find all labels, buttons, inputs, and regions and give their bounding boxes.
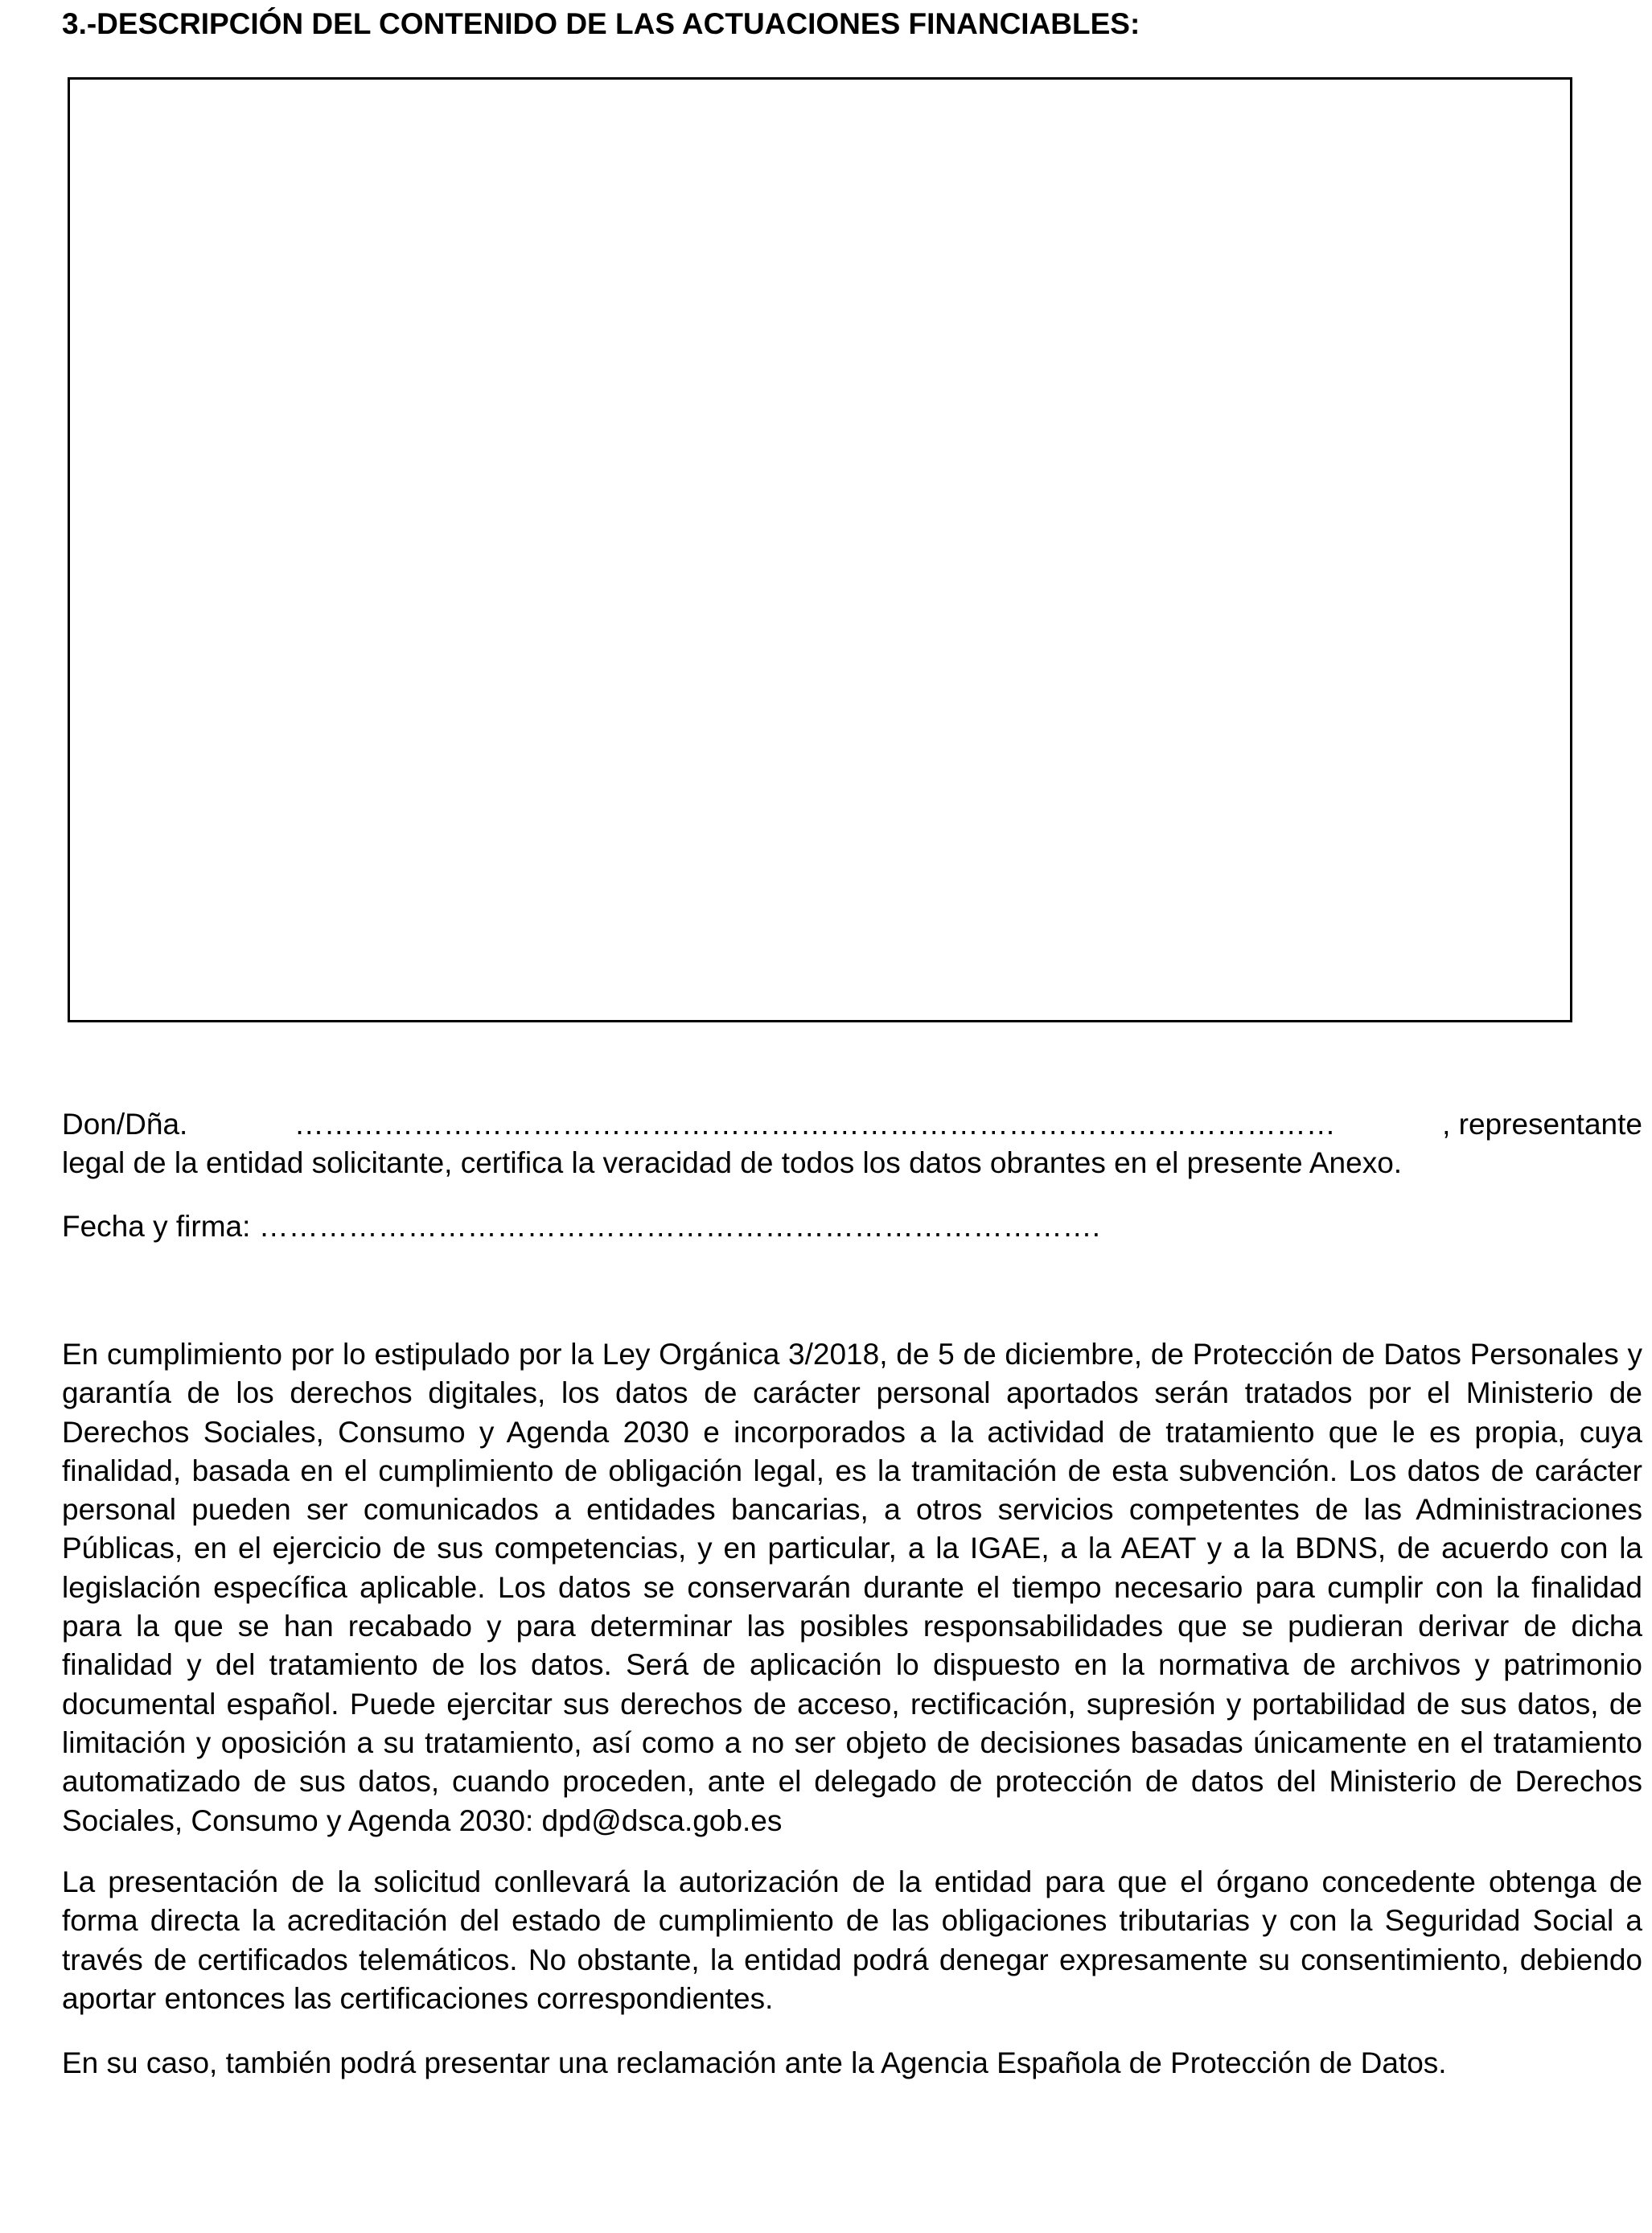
signature-field[interactable]: …………………………………………………………………………. xyxy=(258,1210,1100,1243)
description-text-area[interactable] xyxy=(68,77,1572,1022)
certification-statement xyxy=(62,1105,1642,1182)
section-heading: 3.-DESCRIPCIÓN DEL CONTENIDO DE LAS ACTUACIONES FINANCIABLES: xyxy=(62,7,1140,40)
certification-suffix: , representante xyxy=(1442,1108,1642,1141)
data-protection-paragraph: En cumplimiento por lo estipulado por la Ley Orgánica 3/2018, de 5 de diciembre, de Protección de Datos Personales y garantía de los derechos digitales, los datos de carácter personal aportados serán tratados por el Ministerio de Derechos Sociales, Consumo y Agenda 2030 e incorporados a la actividad de tratamiento que le es propia, cuya finalidad, basada en el cumplimiento de obligación legal, es la tramitación de esta subvención. Los datos de carácter personal pueden ser comunicados a entidades bancarias, a otros servicios competentes de las Administraciones Públicas, en el ejercicio de sus competencias, y en particular, a la IGAE, a la AEAT y a la BDNS, de acuerdo con la legislación específica aplicable. Los datos se conservarán durante el tiempo necesario para cumplir con la finalidad para la que se han recabado y para determinar las posibles responsabilidades que se pudieran derivar de dicha finalidad y del tratamiento de los datos. Será de aplicación lo dispuesto en la normativa de archivos y patrimonio documental español. Puede ejercitar sus derechos de acceso, rectificación, supresión y portabilidad de sus datos, de limitación y oposición a su tratamiento, así como a no ser objeto de decisiones basadas únicamente en el tratamiento automatizado de sus datos, cuando proceden, ante el delegado de protección de datos del Ministerio de Derechos Sociales, Consumo y Agenda 2030: dpd@dsca.gob.es xyxy=(62,1338,1642,1837)
signature-line xyxy=(62,1207,1100,1246)
certification-prefix: Don/Dña. xyxy=(62,1108,188,1141)
certification-line-1 xyxy=(62,1105,1642,1144)
complaint-paragraph: En su caso, también podrá presentar una reclamación ante la Agencia Española de Protección de Datos. xyxy=(62,2046,1447,2079)
certification-line-2: legal de la entidad solicitante, certifica la veracidad de todos los datos obrantes en el presente Anexo. xyxy=(62,1146,1403,1179)
representative-name-field[interactable]: …………………………………………………………………………………………… xyxy=(294,1108,1336,1141)
signature-label: Fecha y firma: xyxy=(62,1210,251,1243)
authorization-paragraph: La presentación de la solicitud conllevará la autorización de la entidad para que el órgano concedente obtenga de forma directa la acreditación del estado de cumplimiento de las obligaciones tributarias y con la Seguridad Social a través de certificados telemáticos. No obstante, la entidad podrá denegar expresamente su consentimiento, debiendo aportar entonces las certificaciones correspondientes. xyxy=(62,1865,1642,2015)
